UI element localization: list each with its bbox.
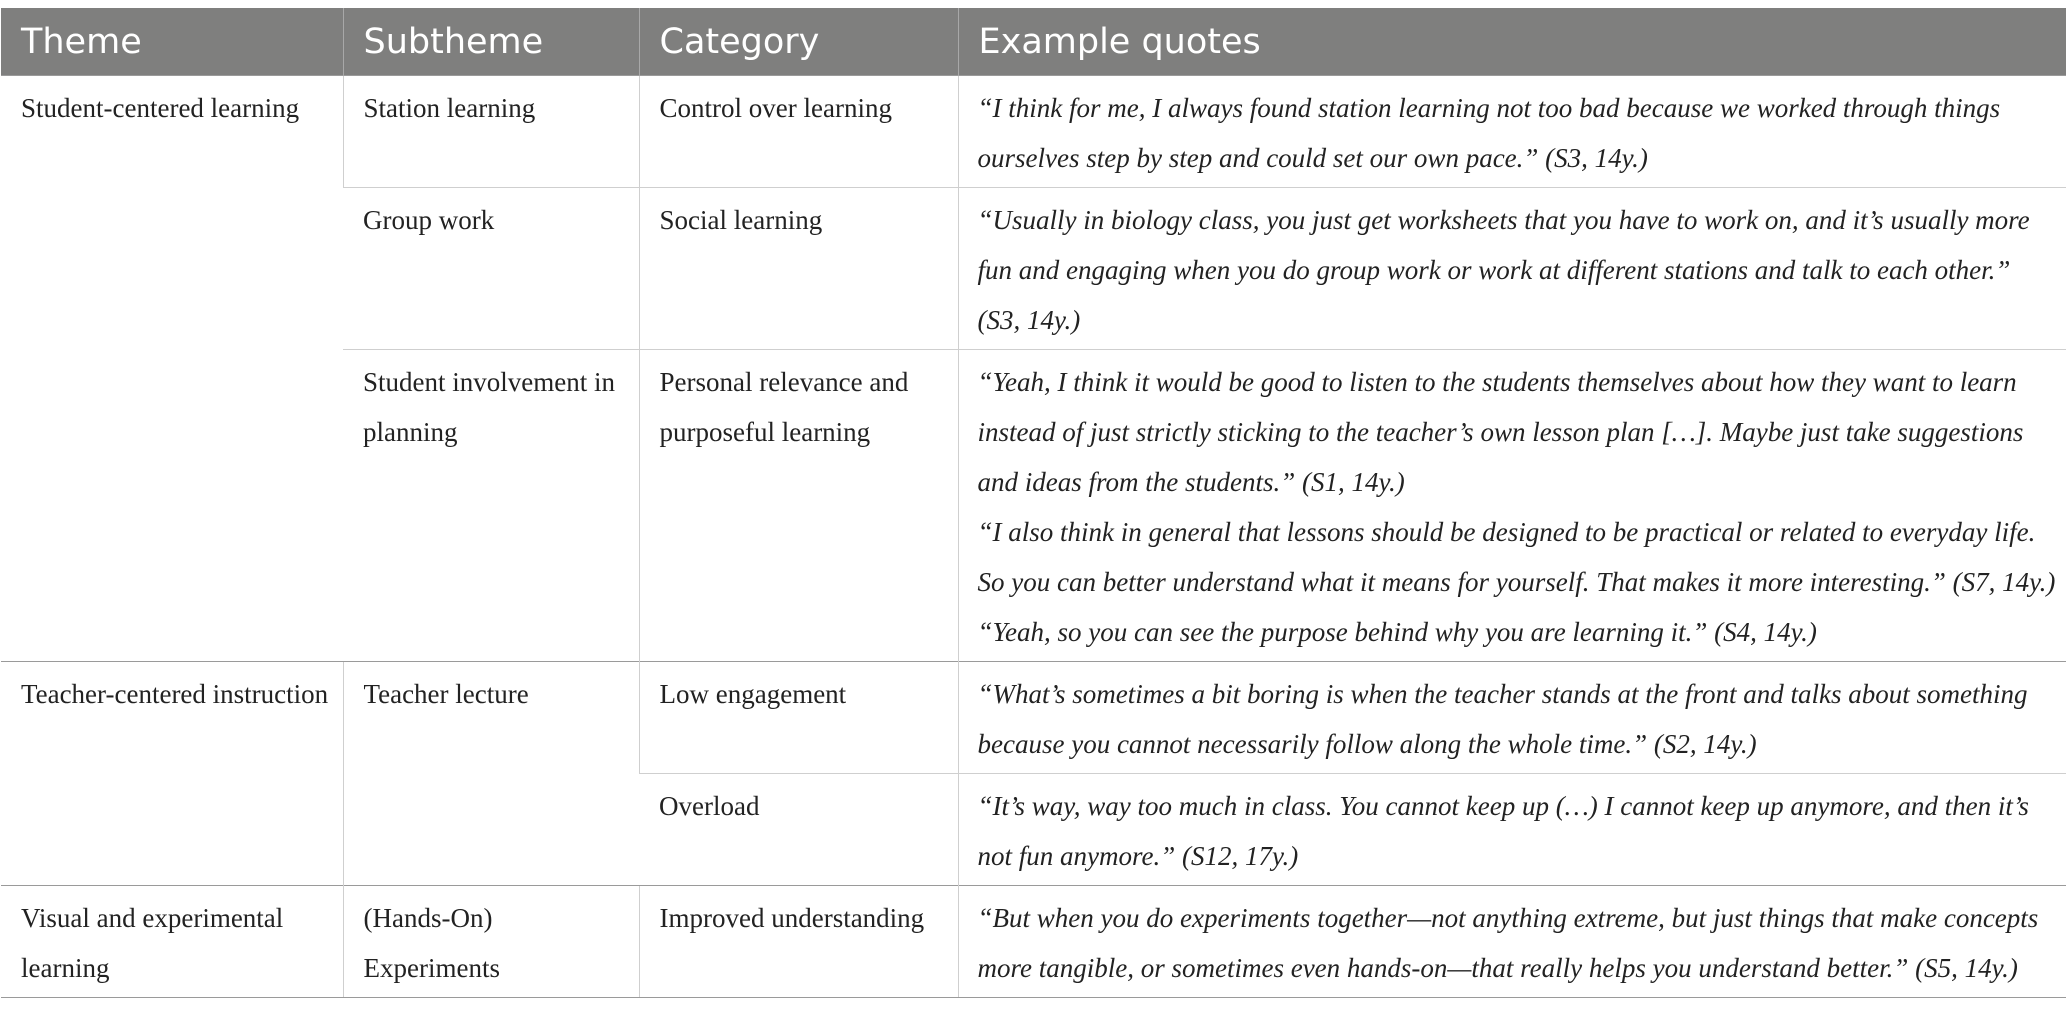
- quote-text: “I think for me, I always found station learning not too bad because we worked through things ourselves step by step and could set our own pace.” (S3, 14y.): [977, 93, 2001, 173]
- quote-text: “Usually in biology class, you just get worksheets that you have to work on, and it’s usually more fun and engaging when you do group work or work at different stations and talk to each other.” (S3, 14y.): [977, 205, 2030, 335]
- quote-text: “What’s sometimes a bit boring is when the teacher stands at the front and talks about something because you cannot necessarily follow along the whole time.” (S2, 14y.): [977, 679, 2028, 759]
- quote-cell: [958, 774, 2066, 886]
- category-cell: Overload: [639, 774, 958, 886]
- category-cell: Improved understanding: [639, 886, 958, 998]
- table-row: [1, 662, 2066, 774]
- subtheme-cell: Student involvement in planning: [343, 350, 639, 662]
- table-row: [1, 76, 2066, 188]
- quote-text: “I also think in general that lessons should be designed to be practical or related to everyday life. So you can better understand what it means for yourself. That makes it more interesting.” (S7, 14y.): [977, 517, 2056, 597]
- quote-text: “Yeah, so you can see the purpose behind why you are learning it.” (S4, 14y.): [977, 617, 1817, 647]
- theme-cell: Teacher-centered instruction: [1, 662, 343, 886]
- quote-text: “It’s way, way too much in class. You cannot keep up (…) I cannot keep up anymore, and then it’s not fun anymore.” (S12, 17y.): [977, 791, 2029, 871]
- header-example-quotes: Example quotes: [958, 8, 2066, 76]
- category-cell: Low engagement: [639, 662, 958, 774]
- theme-cell: Visual and experimental learning: [1, 886, 343, 998]
- header-category: Category: [639, 8, 958, 76]
- category-cell: Personal relevance and purposeful learning: [639, 350, 958, 662]
- header-theme: Theme: [1, 8, 343, 76]
- subtheme-cell: (Hands-On) Experiments: [343, 886, 639, 998]
- quote-cell: [958, 886, 2066, 998]
- quote-cell: [958, 662, 2066, 774]
- subtheme-cell: Group work: [343, 188, 639, 350]
- quote-cell: [958, 76, 2066, 188]
- header-row: [1, 8, 2066, 76]
- quote-cell: [958, 350, 2066, 662]
- quote-text: “But when you do experiments together—not anything extreme, but just things that make concepts more tangible, or sometimes even hands-on—that really helps you understand better.” (S5, 14y.): [977, 903, 2039, 983]
- subtheme-cell: Station learning: [343, 76, 639, 188]
- header-subtheme: Subtheme: [343, 8, 639, 76]
- table-row: [1, 886, 2066, 998]
- quote-text: “Yeah, I think it would be good to listen to the students themselves about how they want to learn instead of just strictly sticking to the teacher’s own lesson plan […]. Maybe just take suggestions and ideas from the students.” (S1, 14y.): [977, 367, 2024, 497]
- theme-cell: Student-centered learning: [1, 76, 343, 662]
- themes-table: [1, 8, 2066, 998]
- table-body: [1, 76, 2066, 998]
- quote-cell: [958, 188, 2066, 350]
- category-cell: Social learning: [639, 188, 958, 350]
- subtheme-cell: Teacher lecture: [343, 662, 639, 886]
- table-header: [1, 8, 2066, 76]
- category-cell: Control over learning: [639, 76, 958, 188]
